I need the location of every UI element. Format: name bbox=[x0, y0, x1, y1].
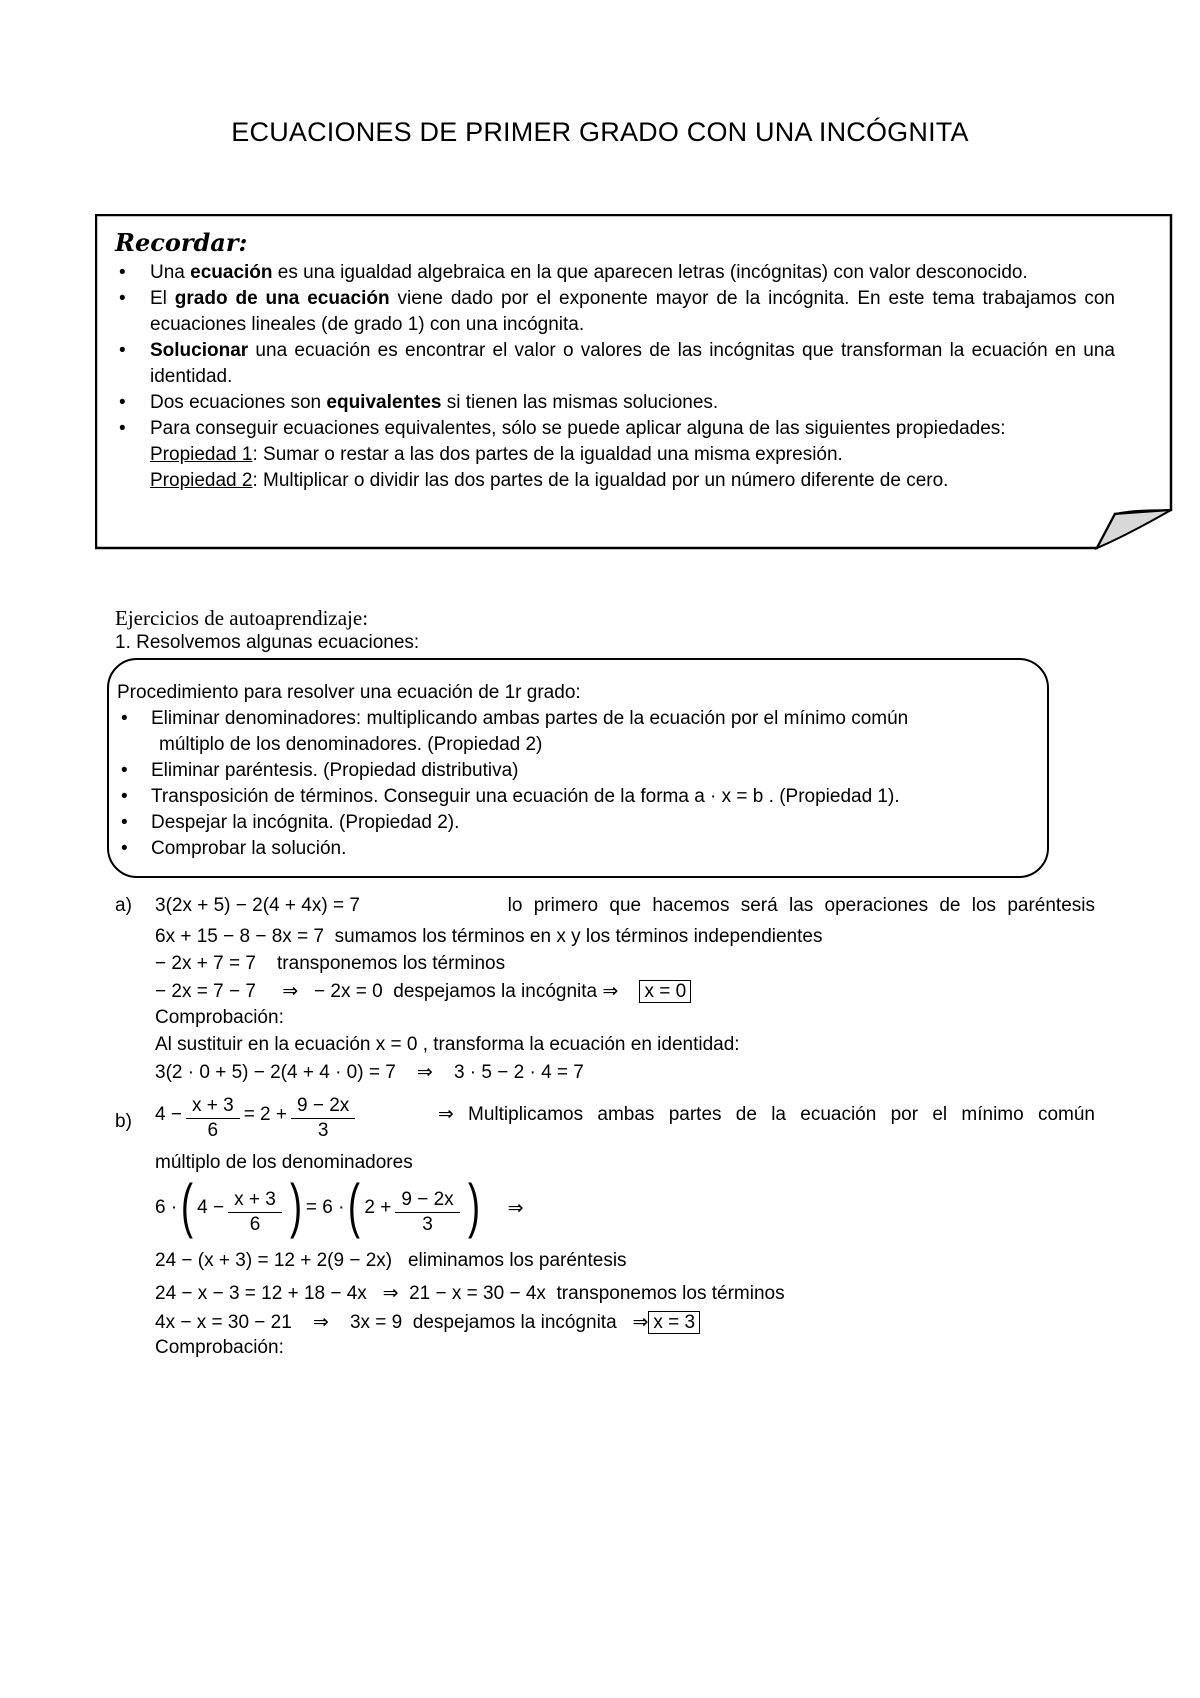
exercise-a-line-3 bbox=[155, 953, 505, 975]
procedimiento-item: • Comprobar la solución. bbox=[117, 836, 1045, 862]
exercise-b-label: b) bbox=[115, 1111, 132, 1132]
recordar-heading: Recordar: bbox=[115, 228, 248, 257]
procedimiento-item-cont: múltiplo de los denominadores. (Propiedad 2) bbox=[159, 734, 543, 755]
procedimiento-item: • Eliminar denominadores: multiplicando ambas partes de la ecuación por el mínimo común bbox=[117, 706, 1045, 732]
numerator: x + 3 bbox=[228, 1188, 282, 1213]
propiedad-2-text: : Multiplicar o dividir las dos partes de la igualdad por un número diferente de cero. bbox=[252, 470, 949, 491]
numerator: 9 − 2x bbox=[395, 1188, 459, 1213]
math-expression: − 2x = 7 − 7 ⇒ − 2x = 0 bbox=[155, 981, 383, 1002]
explanation: transponemos los términos bbox=[277, 953, 506, 974]
exercise-a-comprobacion: Comprobación: bbox=[155, 1007, 284, 1028]
fraction bbox=[395, 1188, 459, 1237]
exercise-a-line-7: 3(2 · 0 + 5) − 2(4 + 4 · 0) = 7 ⇒ 3 · 5 − 2 · 4 = 7 bbox=[155, 1062, 584, 1083]
math-expression: − 2x + 7 = 7 bbox=[155, 953, 256, 974]
explanation: eliminamos los paréntesis bbox=[407, 1250, 627, 1271]
math-term: 4 − bbox=[155, 1103, 182, 1125]
math-term: 4 − bbox=[197, 1197, 225, 1218]
recordar-item-2 bbox=[115, 286, 1115, 338]
recordar-content bbox=[115, 228, 1115, 494]
math-expression: 24 − (x + 3) = 12 + 2(9 − 2x) bbox=[155, 1250, 393, 1271]
numerator: 9 − 2x bbox=[291, 1094, 355, 1119]
exercise-a-line-1 bbox=[155, 895, 1095, 917]
exercise-b-line-4 bbox=[155, 1250, 627, 1272]
result-box: x = 0 bbox=[639, 980, 691, 1003]
explanation: sumamos los términos en x y los términos independientes bbox=[334, 926, 823, 947]
math-term: = 6 · bbox=[305, 1197, 345, 1218]
math-expression: 6x + 15 − 8 − 8x = 7 bbox=[155, 926, 325, 947]
bold-term: Solucionar bbox=[150, 340, 249, 361]
exercise-b-line-3 bbox=[155, 1172, 524, 1239]
ejercicios-title: Ejercicios de autoaprendizaje: bbox=[115, 606, 369, 630]
recordar-item-1 bbox=[115, 260, 1115, 286]
right-paren: ) bbox=[467, 1172, 480, 1239]
text: es una igualdad algebraica en la que aparecen letras (incógnitas) con valor desconocido. bbox=[272, 262, 1028, 283]
recordar-item-3 bbox=[115, 338, 1115, 390]
exercise-b-line-6 bbox=[155, 1311, 700, 1334]
ejercicios-subtitle: 1. Resolvemos algunas ecuaciones: bbox=[115, 632, 420, 653]
left-paren: ( bbox=[348, 1172, 361, 1239]
text: Una bbox=[150, 262, 191, 283]
exercise-a-label: a) bbox=[115, 895, 132, 916]
explanation: transponemos los términos bbox=[556, 1283, 785, 1304]
exercise-a-line-6: Al sustituir en la ecuación x = 0 , transforma la ecuación en identidad: bbox=[155, 1034, 740, 1055]
math-term: 2 + bbox=[364, 1197, 392, 1218]
explanation: despejamos la incógnita ⇒ bbox=[412, 1312, 649, 1333]
math-expression: 4x − x = 30 − 21 ⇒ 3x = 9 bbox=[155, 1312, 403, 1333]
text: Dos ecuaciones son bbox=[150, 392, 327, 413]
procedimiento-heading: Procedimiento para resolver una ecuación de 1r grado: bbox=[117, 682, 581, 703]
explanation: despejamos la incógnita ⇒ bbox=[393, 981, 619, 1002]
math-expression: 24 − x − 3 = 12 + 18 − 4x ⇒ 21 − x = 30 − 4x bbox=[155, 1283, 546, 1304]
exercise-b-line-2: múltiplo de los denominadores bbox=[155, 1152, 413, 1173]
denominator: 3 bbox=[422, 1213, 433, 1235]
propiedad-1-text: : Sumar o restar a las dos partes de la igualdad una misma expresión. bbox=[252, 444, 843, 465]
explanation: ⇒ Multiplicamos ambas partes de la ecuación por el mínimo común bbox=[437, 1104, 1095, 1125]
text: viene dado por el exponente mayor de la incógnita. En este tema trabajamos con ecuaciones lineales (de grado 1) con una incógnita. bbox=[150, 288, 1115, 335]
math-expression: 3(2x + 5) − 2(4 + 4x) = 7 bbox=[155, 895, 360, 916]
recordar-item-4 bbox=[115, 390, 1115, 416]
text: Para conseguir ecuaciones equivalentes, sólo se puede aplicar alguna de las siguientes propiedades: bbox=[150, 418, 1006, 439]
numerator: x + 3 bbox=[186, 1094, 240, 1119]
math-term: = 2 + bbox=[243, 1103, 288, 1125]
propiedad-2-label: Propiedad 2 bbox=[150, 470, 253, 491]
math-term: 6 · bbox=[155, 1197, 178, 1218]
procedimiento-box bbox=[107, 658, 1049, 878]
exercise-b-comprobacion: Comprobación: bbox=[155, 1337, 284, 1358]
propiedad-1-label: Propiedad 1 bbox=[150, 444, 253, 465]
propiedad-2 bbox=[115, 468, 1115, 494]
exercise-a-line-2 bbox=[155, 926, 822, 948]
fraction bbox=[228, 1188, 282, 1237]
right-paren: ) bbox=[289, 1172, 302, 1239]
procedimiento-item: • Eliminar paréntesis. (Propiedad distributiva) bbox=[117, 758, 1045, 784]
fraction bbox=[291, 1094, 355, 1143]
left-paren: ( bbox=[181, 1172, 194, 1239]
text: El bbox=[150, 288, 175, 309]
exercise-b-line-5 bbox=[155, 1282, 785, 1305]
procedimiento-item: • Transposición de términos. Conseguir una ecuación de la forma a · x = b . (Propiedad 1). bbox=[117, 784, 1045, 810]
denominator: 3 bbox=[317, 1120, 329, 1141]
text: si tienen las mismas soluciones. bbox=[441, 392, 719, 413]
bold-term: grado de una ecuación bbox=[174, 288, 390, 309]
denominator: 6 bbox=[249, 1213, 261, 1235]
exercise-b-line-1 bbox=[155, 1090, 1095, 1139]
exercise-a-line-4 bbox=[155, 980, 691, 1003]
text: una ecuación es encontrar el valor o valores de las incógnitas que transforman la ecuación en una identidad. bbox=[150, 340, 1115, 387]
page-title: ECUACIONES DE PRIMER GRADO CON UNA INCÓGNITA bbox=[231, 117, 969, 147]
bold-term: ecuación bbox=[190, 262, 273, 283]
procedimiento-content bbox=[117, 680, 1045, 862]
recordar-box bbox=[95, 214, 1173, 550]
procedimiento-item: • Despejar la incógnita. (Propiedad 2). bbox=[117, 810, 1045, 836]
denominator: 6 bbox=[207, 1120, 219, 1141]
explanation: lo primero que hacemos será las operaciones de los paréntesis bbox=[507, 895, 1095, 916]
recordar-item-5 bbox=[115, 416, 1115, 442]
bold-term: equivalentes bbox=[326, 392, 442, 413]
implies-arrow: ⇒ bbox=[507, 1197, 524, 1219]
result-box: x = 3 bbox=[648, 1311, 700, 1334]
fraction bbox=[186, 1094, 240, 1143]
propiedad-1 bbox=[115, 442, 1115, 468]
